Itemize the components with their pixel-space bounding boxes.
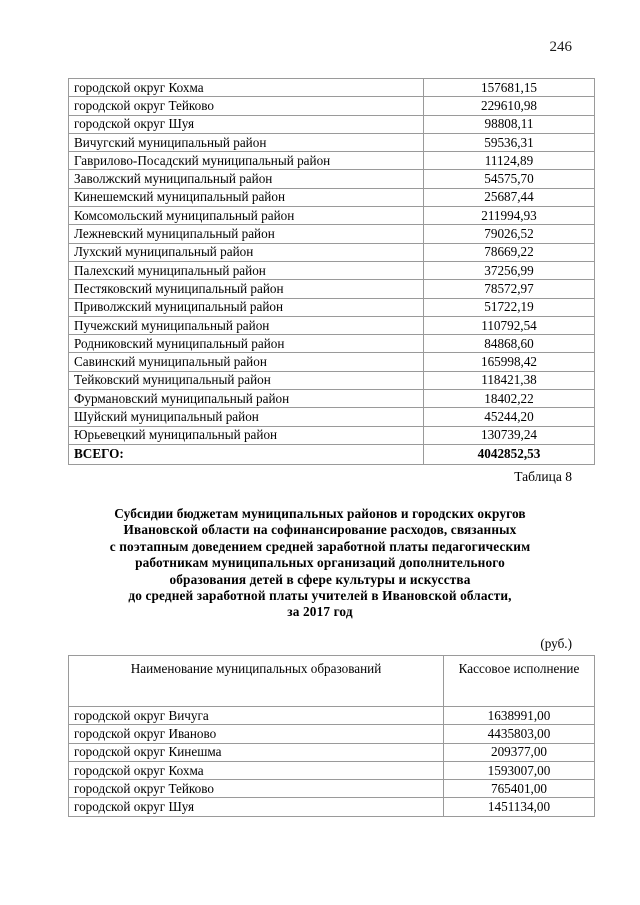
- municipality-name-cell: городской округ Кинешма: [69, 743, 444, 761]
- column-header-name: Наименование муниципальных образований: [69, 656, 444, 707]
- title-line: с поэтапным доведением средней заработной платы педагогическим: [109, 538, 531, 554]
- municipality-name-cell: Лежневский муниципальный район: [69, 225, 424, 243]
- amount-cell: 45244,20: [424, 408, 595, 426]
- amount-cell: 54575,70: [424, 170, 595, 188]
- table-row: [69, 97, 595, 115]
- table-row: [69, 390, 595, 408]
- table-header: [69, 656, 595, 707]
- amount-cell: 130739,24: [424, 426, 595, 444]
- amount-cell: 165998,42: [424, 353, 595, 371]
- municipality-name-cell: Вичугский муниципальный район: [69, 133, 424, 151]
- table-row: [69, 725, 595, 743]
- table-body: [69, 79, 595, 465]
- municipality-name-cell: Родниковский муниципальный район: [69, 335, 424, 353]
- title-line: образования детей в сфере культуры и искусства: [169, 571, 471, 587]
- amount-cell: 1451134,00: [444, 798, 595, 816]
- title-line: Субсидии бюджетам муниципальных районов и городских округов: [114, 506, 526, 521]
- total-label-cell: ВСЕГО:: [69, 444, 424, 464]
- table-caption-label: Таблица 8: [514, 469, 572, 484]
- municipality-name-cell: городской округ Вичуга: [69, 707, 444, 725]
- municipality-name-cell: Юрьевецкий муниципальный район: [69, 426, 424, 444]
- municipality-name-cell: Тейковский муниципальный район: [69, 371, 424, 389]
- table-row: [69, 298, 595, 316]
- table-header-row: [69, 656, 595, 707]
- municipality-name-cell: Комсомольский муниципальный район: [69, 207, 424, 225]
- municipality-name-cell: городской округ Тейково: [69, 780, 444, 798]
- table-row: [69, 243, 595, 261]
- table-row: [69, 761, 595, 779]
- table-row: [69, 207, 595, 225]
- title-line: до средней заработной платы учителей в Ивановской области,: [128, 588, 512, 604]
- table-row: [69, 316, 595, 334]
- amount-cell: 18402,22: [424, 390, 595, 408]
- table-title-block: [68, 506, 572, 621]
- amount-cell: 51722,19: [424, 298, 595, 316]
- municipality-name-cell: Заволжский муниципальный район: [69, 170, 424, 188]
- page-number: 246: [549, 39, 572, 55]
- amount-cell: 211994,93: [424, 207, 595, 225]
- municipality-name-cell: городской округ Кохма: [69, 79, 424, 97]
- table-row: [69, 371, 595, 389]
- table-row: [69, 335, 595, 353]
- amount-cell: 79026,52: [424, 225, 595, 243]
- amount-cell: 118421,38: [424, 371, 595, 389]
- amount-cell: 78669,22: [424, 243, 595, 261]
- amount-cell: 84868,60: [424, 335, 595, 353]
- amount-cell: 765401,00: [444, 780, 595, 798]
- table-row: [69, 261, 595, 279]
- column-header-value: Кассовое исполнение: [444, 656, 595, 707]
- table-row: [69, 408, 595, 426]
- table-row: [69, 170, 595, 188]
- amount-cell: 59536,31: [424, 133, 595, 151]
- title-line: работникам муниципальных организаций дополнительного: [135, 555, 505, 571]
- amount-cell: 98808,11: [424, 115, 595, 133]
- table-row: [69, 798, 595, 816]
- table-row: [69, 353, 595, 371]
- municipality-name-cell: городской округ Кохма: [69, 761, 444, 779]
- municipality-name-cell: Савинский муниципальный район: [69, 353, 424, 371]
- table-row: [69, 79, 595, 97]
- title-line: за 2017 год: [287, 604, 353, 620]
- amount-cell: 229610,98: [424, 97, 595, 115]
- municipality-name-cell: городской округ Шуя: [69, 798, 444, 816]
- municipality-name-cell: Пестяковский муниципальный район: [69, 280, 424, 298]
- table-row: [69, 152, 595, 170]
- total-value-cell: 4042852,53: [424, 444, 595, 464]
- amount-cell: 11124,89: [424, 152, 595, 170]
- amount-cell: 37256,99: [424, 261, 595, 279]
- table-body: [69, 707, 595, 817]
- table-row: [69, 426, 595, 444]
- municipality-name-cell: Гаврилово-Посадский муниципальный район: [69, 152, 424, 170]
- table-row: [69, 743, 595, 761]
- amount-cell: 157681,15: [424, 79, 595, 97]
- municipality-name-cell: Приволжский муниципальный район: [69, 298, 424, 316]
- table-row: [69, 780, 595, 798]
- municipality-name-cell: городской округ Тейково: [69, 97, 424, 115]
- table-row: [69, 707, 595, 725]
- table-row: [69, 133, 595, 151]
- table-row: [69, 280, 595, 298]
- units-note: (руб.): [540, 636, 572, 651]
- municipality-name-cell: городской округ Шуя: [69, 115, 424, 133]
- municipality-name-cell: Фурмановский муниципальный район: [69, 390, 424, 408]
- amount-cell: 1593007,00: [444, 761, 595, 779]
- amount-cell: 78572,97: [424, 280, 595, 298]
- municipality-name-cell: Лухский муниципальный район: [69, 243, 424, 261]
- municipality-name-cell: Пучежский муниципальный район: [69, 316, 424, 334]
- amount-cell: 209377,00: [444, 743, 595, 761]
- table-subsidies-culture-total: [68, 78, 595, 465]
- table-row: [69, 115, 595, 133]
- title-line: Ивановской области на софинансирование расходов, связанных: [123, 522, 517, 538]
- table-row: [69, 225, 595, 243]
- municipality-name-cell: Палехский муниципальный район: [69, 261, 424, 279]
- table-total-row: [69, 444, 595, 464]
- amount-cell: 1638991,00: [444, 707, 595, 725]
- table-row: [69, 188, 595, 206]
- municipality-name-cell: Шуйский муниципальный район: [69, 408, 424, 426]
- municipality-name-cell: городской округ Иваново: [69, 725, 444, 743]
- municipality-name-cell: Кинешемский муниципальный район: [69, 188, 424, 206]
- amount-cell: 25687,44: [424, 188, 595, 206]
- amount-cell: 110792,54: [424, 316, 595, 334]
- table-subsidies-education-2017: [68, 655, 595, 817]
- amount-cell: 4435803,00: [444, 725, 595, 743]
